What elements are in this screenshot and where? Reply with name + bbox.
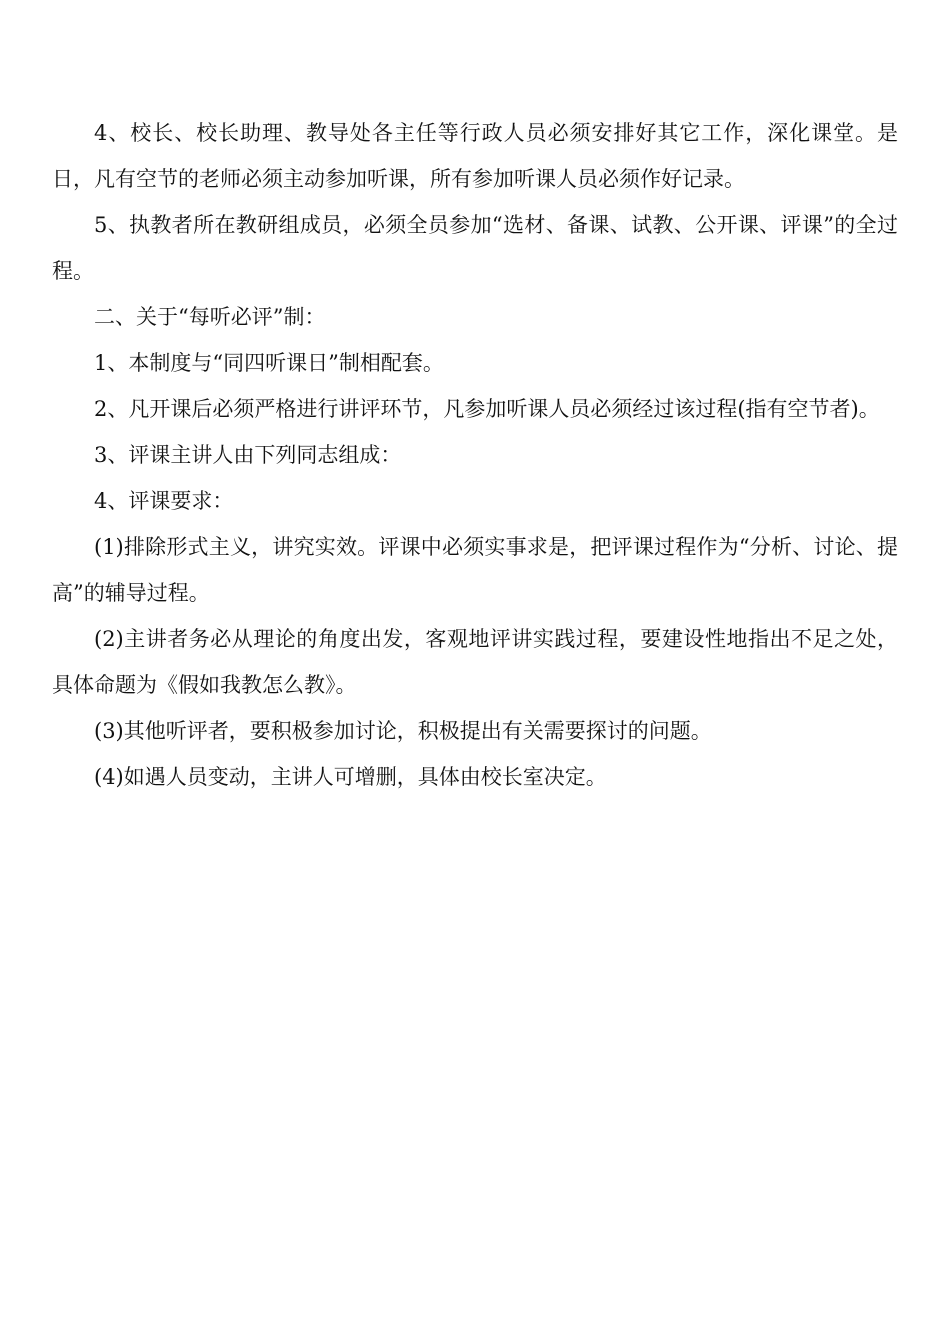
- paragraph-item-3: 3、评课主讲人由下列同志组成：: [94, 443, 402, 467]
- paragraph-item-1: 1、本制度与“同四听课日”制相配套。: [94, 351, 444, 375]
- paragraph-item-4: 4、评课要求：: [94, 489, 234, 513]
- document-body: [52, 110, 898, 800]
- paragraph-subitem-2: (2)主讲者务必从理论的角度出发，客观地评讲实践过程，要建设性地指出不足之处，具体命题为《假如我教怎么教》。: [52, 627, 898, 697]
- paragraph-teaching-group-participation: 5、执教者所在教研组成员，必须全员参加“选材、备课、试教、公开课、评课”的全过程。: [52, 213, 898, 283]
- section-heading-evaluation-system: 二、关于“每听必评”制：: [94, 305, 326, 329]
- paragraph-subitem-1: (1)排除形式主义，讲究实效。评课中必须实事求是，把评课过程作为“分析、讨论、提高”的辅导过程。: [52, 535, 898, 605]
- paragraph-item-2: 2、凡开课后必须严格进行讲评环节，凡参加听课人员必须经过该过程(指有空节者)。: [94, 397, 880, 421]
- paragraph-subitem-3: (3)其他听评者，要积极参加讨论，积极提出有关需要探讨的问题。: [94, 719, 712, 743]
- paragraph-admin-staff-observation: 4、校长、校长助理、教导处各主任等行政人员必须安排好其它工作，深化课堂。是日，凡有空节的老师必须主动参加听课，所有参加听课人员必须作好记录。: [52, 121, 898, 191]
- paragraph-subitem-4: (4)如遇人员变动，主讲人可增删，具体由校长室决定。: [94, 765, 607, 789]
